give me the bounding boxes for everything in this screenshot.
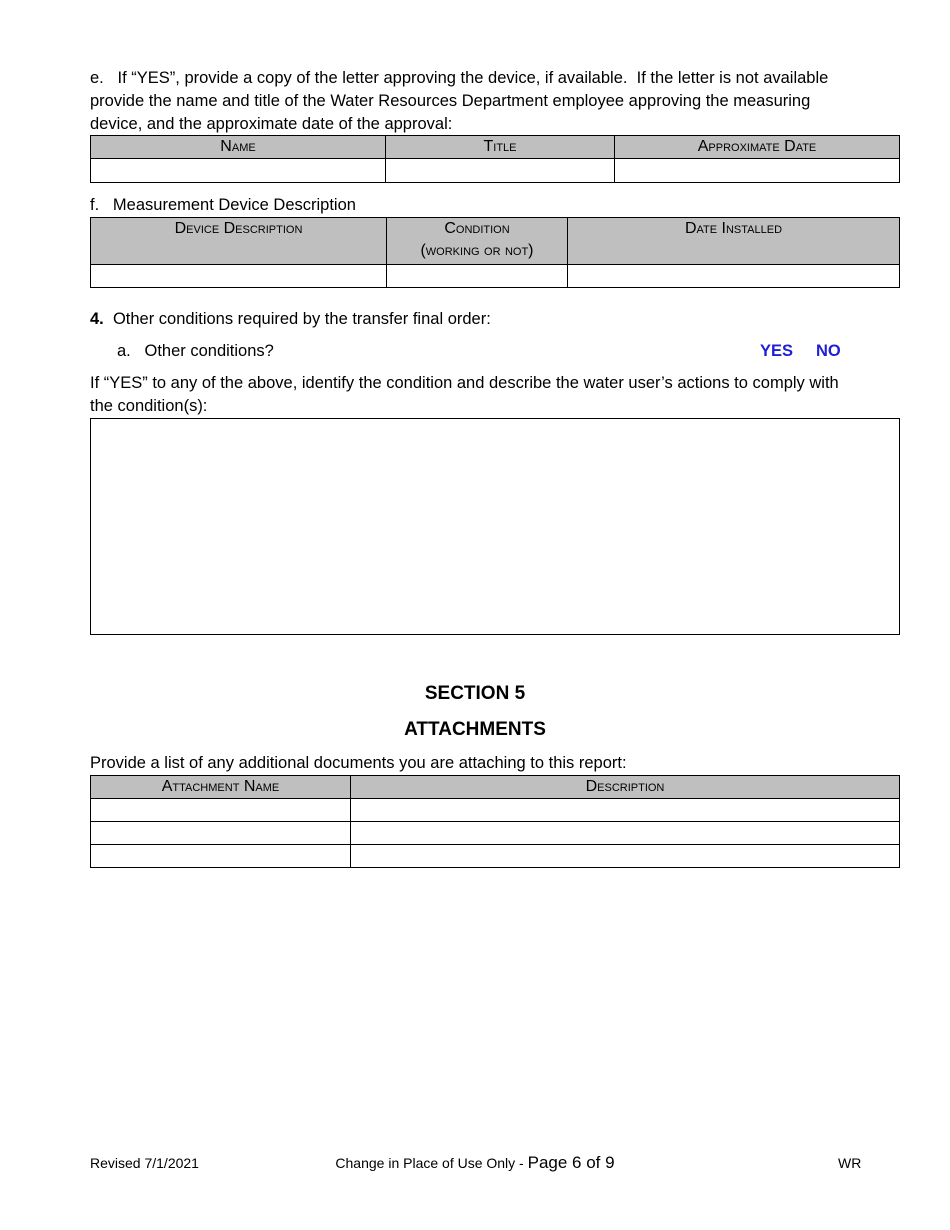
attachments-title: ATTACHMENTS (404, 719, 546, 740)
device-condition-cell[interactable] (387, 265, 568, 288)
col-header-description: Description (351, 776, 900, 799)
attachments-table (90, 775, 900, 868)
conditions-instructions: If “YES” to any of the above, identify the condition and describe the water user’s actions to comply with the condition(s): (90, 374, 839, 415)
table-row (91, 845, 900, 868)
no-option[interactable]: NO (816, 342, 841, 360)
attachment-name-cell[interactable] (91, 822, 351, 845)
col-header-date-installed: Date Installed (568, 218, 900, 265)
table-row (91, 822, 900, 845)
yes-option[interactable]: YES (760, 342, 794, 360)
col-header-condition (387, 218, 568, 265)
device-table (90, 217, 900, 288)
section-5-heading: SECTION 5 (424, 683, 526, 704)
footer-revised: Revised 7/1/2021 (90, 1155, 199, 1171)
col-header-title: Title (386, 136, 615, 159)
attachments-intro: Provide a list of any additional documents you are attaching to this report: (90, 754, 627, 772)
item-4a-label: a. Other conditions? (117, 342, 274, 360)
col-header-device-description: Device Description (91, 218, 387, 265)
approval-date-cell[interactable] (615, 159, 900, 183)
col-header-approximate-date: Approximate Date (615, 136, 900, 159)
condition-sublabel: (working or not) (420, 242, 534, 259)
col-header-name: Name (91, 136, 386, 159)
attachment-description-cell[interactable] (351, 799, 900, 822)
approver-name-cell[interactable] (91, 159, 386, 183)
attachment-description-cell[interactable] (351, 845, 900, 868)
conditions-response-box[interactable] (90, 418, 900, 635)
date-installed-cell[interactable] (568, 265, 900, 288)
item-4-heading (90, 308, 491, 331)
item-4-number: 4. (90, 310, 104, 328)
page-number: Page 6 of 9 (527, 1153, 615, 1172)
col-header-attachment-name: Attachment Name (91, 776, 351, 799)
attachment-name-cell[interactable] (91, 799, 351, 822)
item-4-text: Other conditions required by the transfer final order: (112, 310, 491, 328)
item-e-instructions: e. If “YES”, provide a copy of the letter approving the device, if available. If the letter is not available provide the name and title of the Water Resources Department employee approving the measuring device, and the approximate date of the approval: (90, 69, 829, 133)
item-f-label: f. Measurement Device Description (90, 196, 356, 214)
attachment-description-cell[interactable] (351, 822, 900, 845)
condition-label: Condition (444, 220, 510, 237)
approver-title-cell[interactable] (386, 159, 615, 183)
device-description-cell[interactable] (91, 265, 387, 288)
attachment-name-cell[interactable] (91, 845, 351, 868)
footer-center (0, 1151, 950, 1175)
footer-code: WR (838, 1155, 862, 1171)
footer-form-type: Change in Place of Use Only - (335, 1155, 528, 1171)
table-row (91, 799, 900, 822)
approval-table (90, 135, 900, 183)
